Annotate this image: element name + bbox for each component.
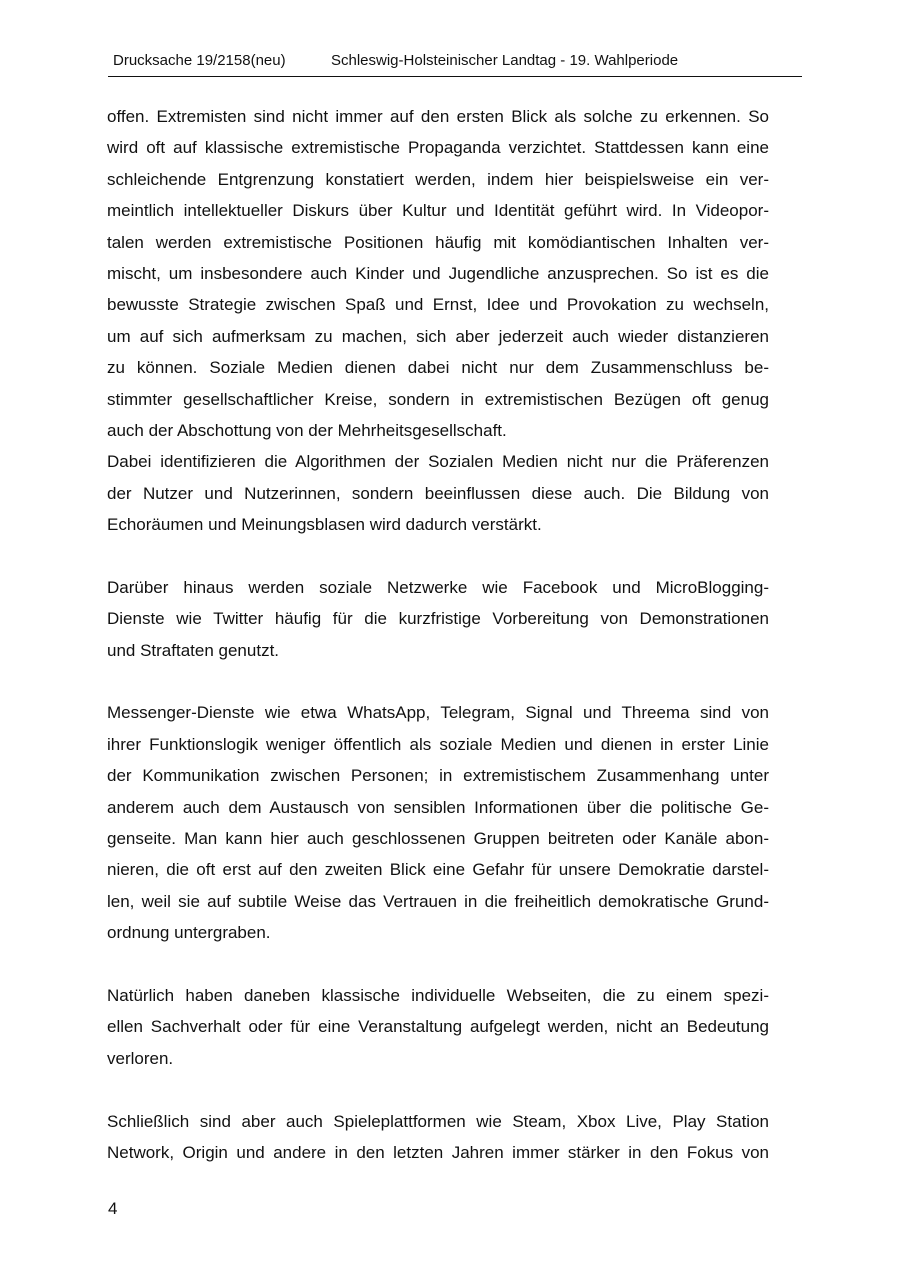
text-line: bewusste Strategie zwischen Spaß und Ernst, Idee und Provokation zu wechseln, <box>107 295 769 315</box>
text-line: Messenger-Dienste wie etwa WhatsApp, Telegram, Signal und Threema sind von <box>107 703 769 723</box>
text-line: um auf sich aufmerksam zu machen, sich aber jederzeit auch wieder distanzieren <box>107 326 769 346</box>
parliament-period: Schleswig-Holsteinischer Landtag - 19. Wahlperiode <box>331 52 679 69</box>
paragraph-2 <box>107 446 769 540</box>
text-line: Dabei identifizieren die Algorithmen der Sozialen Medien nicht nur die Präferenzen <box>107 452 769 472</box>
text-line: offen. Extremisten sind nicht immer auf den ersten Blick als solche zu erkennen. So <box>107 107 769 126</box>
paragraph-4 <box>107 697 769 948</box>
paragraph-3 <box>107 572 769 666</box>
page-number: 4 <box>108 1199 118 1218</box>
text-line: ihrer Funktionslogik weniger öffentlich als soziale Medien und dienen in erster Linie <box>107 734 769 754</box>
text-line: talen werden extremistische Positionen häufig mit komödiantischen Inhalten ver- <box>107 232 769 252</box>
text-line: meintlich intellektueller Diskurs über Kultur und Identität geführt wird. In Videopor- <box>107 201 769 221</box>
text-line: Natürlich haben daneben klassische individuelle Webseiten, die zu einem spezi- <box>107 985 769 1005</box>
text-line: schleichende Entgrenzung konstatiert werden, indem hier beispielsweise ein ver- <box>107 169 769 189</box>
text-line: Echoräumen und Meinungsblasen wird dadurch verstärkt. <box>107 515 542 535</box>
page-header <box>108 50 802 77</box>
text-line: verloren. <box>107 1048 174 1068</box>
paragraph-6 <box>107 1106 769 1169</box>
text-line: zu können. Soziale Medien dienen dabei nicht nur dem Zusammenschluss be- <box>107 358 769 378</box>
text-line: und Straftaten genutzt. <box>107 640 280 660</box>
text-line: der Nutzer und Nutzerinnen, sondern beeinflussen diese auch. Die Bildung von <box>107 483 769 503</box>
document-number: Drucksache 19/2158(neu) <box>113 52 286 69</box>
text-line: mischt, um insbesondere auch Kinder und Jugendliche anzusprechen. So ist es die <box>107 263 769 283</box>
text-line: stimmter gesellschaftlicher Kreise, sondern in extremistischen Bezügen oft genug <box>107 389 769 409</box>
text-line: Darüber hinaus werden soziale Netzwerke wie Facebook und MicroBlogging- <box>107 577 769 597</box>
text-line: len, weil sie auf subtile Weise das Vertrauen in die freiheitlich demokratische Grund- <box>107 891 769 911</box>
text-line: Network, Origin und andere in den letzten Jahren immer stärker in den Fokus von <box>107 1142 769 1162</box>
text-line: anderem auch dem Austausch von sensiblen Informationen über die politische Ge- <box>107 797 769 817</box>
text-line: der Kommunikation zwischen Personen; in extremistischem Zusammenhang unter <box>107 766 769 786</box>
text-line: Dienste wie Twitter häufig für die kurzfristige Vorbereitung von Demonstrationen <box>107 609 769 629</box>
text-line: ordnung untergraben. <box>107 923 271 943</box>
text-line: ellen Sachverhalt oder für eine Veranstaltung aufgelegt werden, nicht an Bedeutung <box>107 1017 769 1037</box>
paragraph-5 <box>107 980 769 1074</box>
text-line: genseite. Man kann hier auch geschlossenen Gruppen beitreten oder Kanäle abon- <box>107 828 769 848</box>
text-line: wird oft auf klassische extremistische Propaganda verzichtet. Stattdessen kann eine <box>107 138 769 158</box>
paragraph-1 <box>107 101 769 446</box>
text-line: nieren, die oft erst auf den zweiten Blick eine Gefahr für unsere Demokratie darstel- <box>107 860 769 880</box>
text-line: auch der Abschottung von der Mehrheitsgesellschaft. <box>107 420 507 440</box>
text-line: Schließlich sind aber auch Spieleplattformen wie Steam, Xbox Live, Play Station <box>107 1111 769 1131</box>
body-text <box>107 101 769 1168</box>
